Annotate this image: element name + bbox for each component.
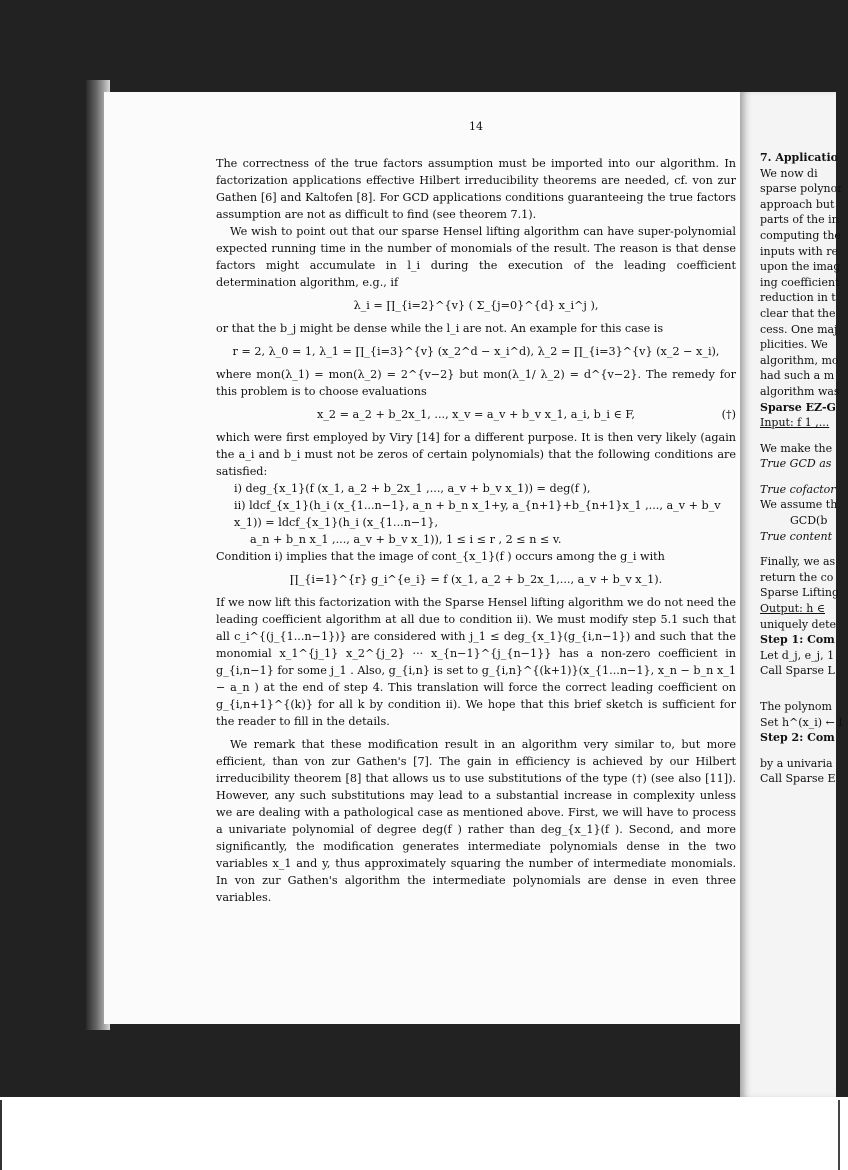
algorithm-heading: Sparse EZ-G	[760, 400, 836, 414]
text-line: reduction in t	[760, 291, 836, 305]
edge-mark	[0, 1100, 2, 1170]
text-line: upon the imag	[760, 260, 841, 274]
equation: λ_i = ∏_{i=2}^{v} ( Σ_{j=0}^{d} x_i^j ),	[353, 299, 599, 312]
paragraph: If we now lift this factorization with the Sparse Hensel lifting algorithm we do not need the leading coefficient algorithm at all due to condition ii). We must modify step 5.1 such that all c_i^{(j_{1...n−1})} are considered with j_1 ≤ deg_{x_1}(g_{i,n−1}) and such that the monomial x_1^{j_1} x_2^{j_2} ··· x_{n−1}^{j_{n−1}} has a non-zero coefficient in g_{i,n−1} for some j_1 . Also, g_{i,n} is set to g_{i,n}^{(k+1)}(x_{1...n−1}, x_n − b_n x_1 − a_n ) at the end of step 4. This translation will force the correct leading coefficient on g_{i,n+1}^{(k)} for all k by condition ii). We hope that this brief sketch is sufficient for the reader to fill in the details.	[216, 596, 736, 728]
text-line: algorithm was	[760, 384, 840, 398]
equation: r = 2, λ_0 = 1, λ_1 = ∏_{i=3}^{v} (x_2^d − x_i^d), λ_2 = ∏_{i=3}^{v} (x_2 − x_i),	[232, 345, 720, 358]
paragraph: We wish to point out that our sparse Hensel lifting algorithm can have super-polynomial expected running time in the number of monomials of the result. The reason is that dense factors might accumulate in l_i during the execution of the leading coefficient determination algorithm, e.g., if	[216, 225, 736, 289]
text-line: parts of the in	[760, 213, 839, 227]
text-line: Finally, we as	[760, 555, 836, 569]
text-line: True GCD as	[760, 457, 832, 471]
text-line: computing the	[760, 228, 841, 242]
text-line: approach but	[760, 197, 835, 211]
page-content	[216, 118, 736, 906]
text-line: Input: f 1 ,...	[760, 416, 830, 430]
edge-mark	[838, 1100, 840, 1170]
condition-item: i) deg_{x_1}(f (x_1, a_2 + b_2x_1 ,..., a_v + b_v x_1)) = deg(f ),	[234, 482, 591, 495]
text-line: Set h^(x_i) ← I	[760, 715, 843, 729]
paragraph: We remark that these modification result in an algorithm very similar to, but more efficient, than von zur Gathen's [7]. The gain in efficiency is achieved by our Hilbert irreducibility theorem [8] that allows us to use substitutions of the type (†) (see also [11]). However, any such substitutions may lead to a substantial increase in complexity unless we are dealing with a pathological case as mentioned above. First, we will have to process a univariate polynomial of degree deg(f ) rather than deg_{x_1}(f ). Second, and more significantly, the modification generates intermediate polynomials dense in the two variables x_1 and y, thus approximately squaring the number of intermediate monomials. In von zur Gathen's algorithm the intermediate polynomials are dense in even three variables.	[216, 738, 736, 904]
paragraph: which were first employed by Viry [14] for a different purpose. It is then very likely (again the a_i and b_i must not be zeros of certain polynomials) that the following conditions are satisfied:	[216, 431, 736, 478]
text-line: plicities. We	[760, 338, 828, 352]
text-line: Step 2: Com	[760, 731, 835, 745]
text-line: We now di	[760, 166, 818, 180]
text-line: True content	[760, 529, 832, 543]
text-line: Let d_j, e_j, 1	[760, 648, 835, 662]
section-heading: 7. Applicatio	[760, 151, 839, 164]
text-line: Call Sparse L	[760, 664, 835, 678]
text-line: algorithm, mo	[760, 353, 839, 367]
text-line: clear that the	[760, 306, 836, 320]
text-line: True cofactor	[760, 482, 836, 496]
text-line: inputs with re	[760, 244, 838, 258]
text-line: GCD(b	[790, 514, 828, 528]
paragraph: The correctness of the true factors assumption must be imported into our algorithm. In factorization applications effective Hilbert irreducibility theorems are needed, cf. von zur Gathen [6] and Kaltofen [8]. For GCD applications conditions guaranteeing the true factors assumption are not as difficult to find (see theorem 7.1).	[216, 157, 736, 221]
condition-item: ii) ldcf_{x_1}(h_i (x_{1...n−1}, a_n + b_n x_1+y, a_{n+1}+b_{n+1}x_1 ,..., a_v + b_v x_1)) = ldcf_{x_1}(h_i (x_{1...n−1},	[234, 499, 721, 529]
equation: ∏_{i=1}^{r} g_i^{e_i} = f (x_1, a_2 + b_2x_1,..., a_v + b_v x_1).	[289, 573, 663, 586]
text-line: The polynom	[760, 700, 832, 713]
text-line: sparse polynor	[760, 182, 843, 196]
equation-tag: (†)	[721, 408, 736, 421]
equation: x_2 = a_2 + b_2x_1, ..., x_v = a_v + b_v x_1, a_i, b_i ∈ F,	[317, 408, 635, 421]
text-line: We assume th	[760, 498, 838, 512]
text-line: Call Sparse E	[760, 772, 836, 786]
paragraph: where mon(λ_1) = mon(λ_2) = 2^{v−2} but mon(λ_1/ λ_2) = d^{v−2}. The remedy for this problem is to choose evaluations	[216, 368, 736, 398]
text-line: Step 1: Com	[760, 633, 835, 647]
text-line: Output: h ∈	[760, 602, 825, 616]
text-line: by a univaria	[760, 756, 833, 770]
text-line: Sparse Lifting	[760, 586, 840, 600]
condition-item-continued: a_n + b_n x_1 ,..., a_v + b_v x_1)), 1 ≤ i ≤ r , 2 ≤ n ≤ v.	[250, 533, 562, 546]
equation-with-tag	[216, 406, 736, 423]
paragraph: Condition i) implies that the image of cont_{x_1}(f ) occurs among the g_i with	[216, 550, 665, 563]
text-line: uniquely dete	[760, 617, 837, 631]
text-line: return the co	[760, 570, 834, 584]
text-line: We make the	[760, 441, 833, 455]
text-line: ing coefficient	[760, 275, 840, 289]
paragraph: or that the b_j might be dense while the l_i are not. An example for this case is	[216, 322, 664, 335]
text-line: cess. One maj	[760, 322, 838, 336]
text-line: had such a m	[760, 369, 835, 383]
right-page-text	[760, 150, 843, 787]
scanner-bed	[0, 1097, 848, 1170]
page-number: 14	[469, 120, 483, 133]
